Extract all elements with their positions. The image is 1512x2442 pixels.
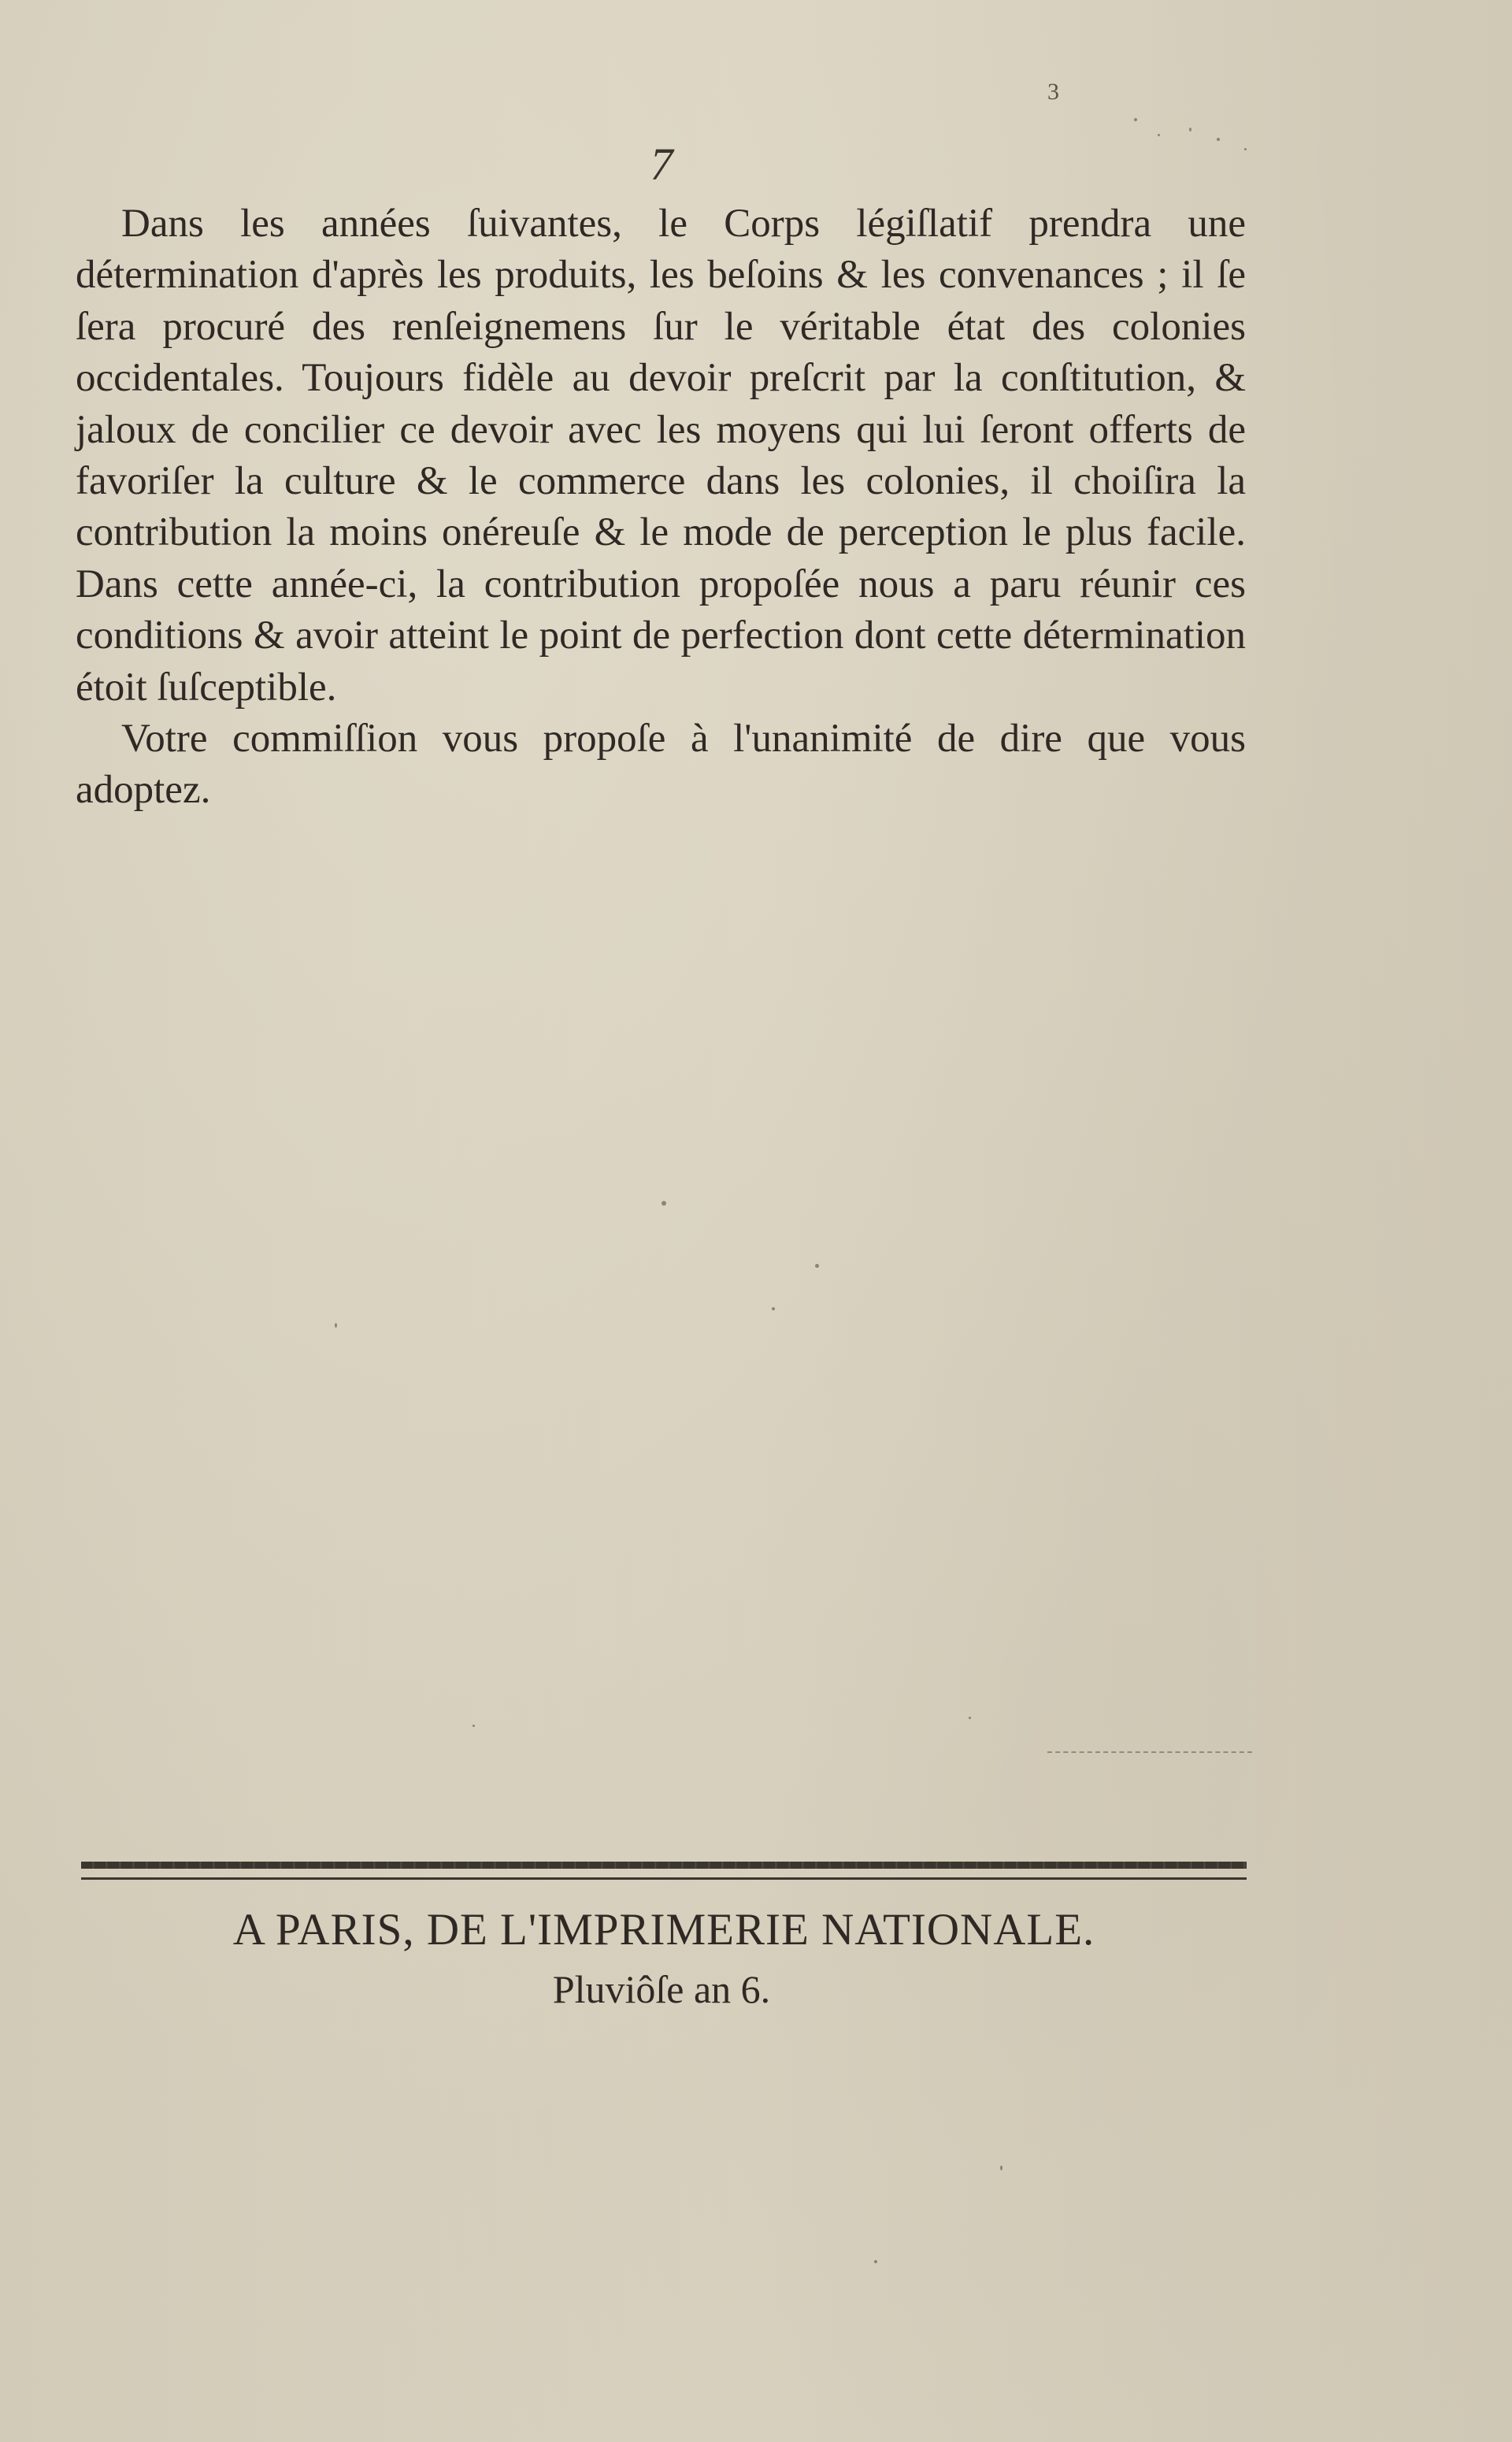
corner-mark: 3 xyxy=(1047,79,1059,105)
imprint-date: Pluviôſe an 6. xyxy=(552,1967,771,2011)
body-text xyxy=(76,198,1246,817)
paragraph: Votre commiſſion vous propoſe à l'unanimité de dire que vous adoptez. xyxy=(76,717,1246,813)
faint-dash-line xyxy=(1047,1751,1252,1753)
paragraph: Dans les années ſuivantes, le Corps légiſlatif prendra une détermination d'après les produits, les beſoins & les convenances ; il ſe ſera procuré des renſeignemens ſur le véritable état des colonies occidentales. Toujours fidèle au devoir preſcrit par la conſtitution, & jaloux de concilier ce devoir avec les moyens qui lui ſeront offerts de favoriſer la culture & le commerce dans les colonies, il choiſira la contribution la moins onéreuſe & le mode de perception le plus facile. Dans cette année-ci, la contribution propoſée nous a paru réunir ces conditions & avoir atteint le point de perfection dont cette détermination étoit ſuſceptible. xyxy=(76,202,1246,710)
page-number: 7 xyxy=(650,139,673,190)
thick-rule-divider xyxy=(81,1862,1247,1869)
imprint-line: A PARIS, DE L'IMPRIMERIE NATIONALE. xyxy=(232,1905,1095,1955)
thin-rule-divider xyxy=(81,1877,1247,1880)
